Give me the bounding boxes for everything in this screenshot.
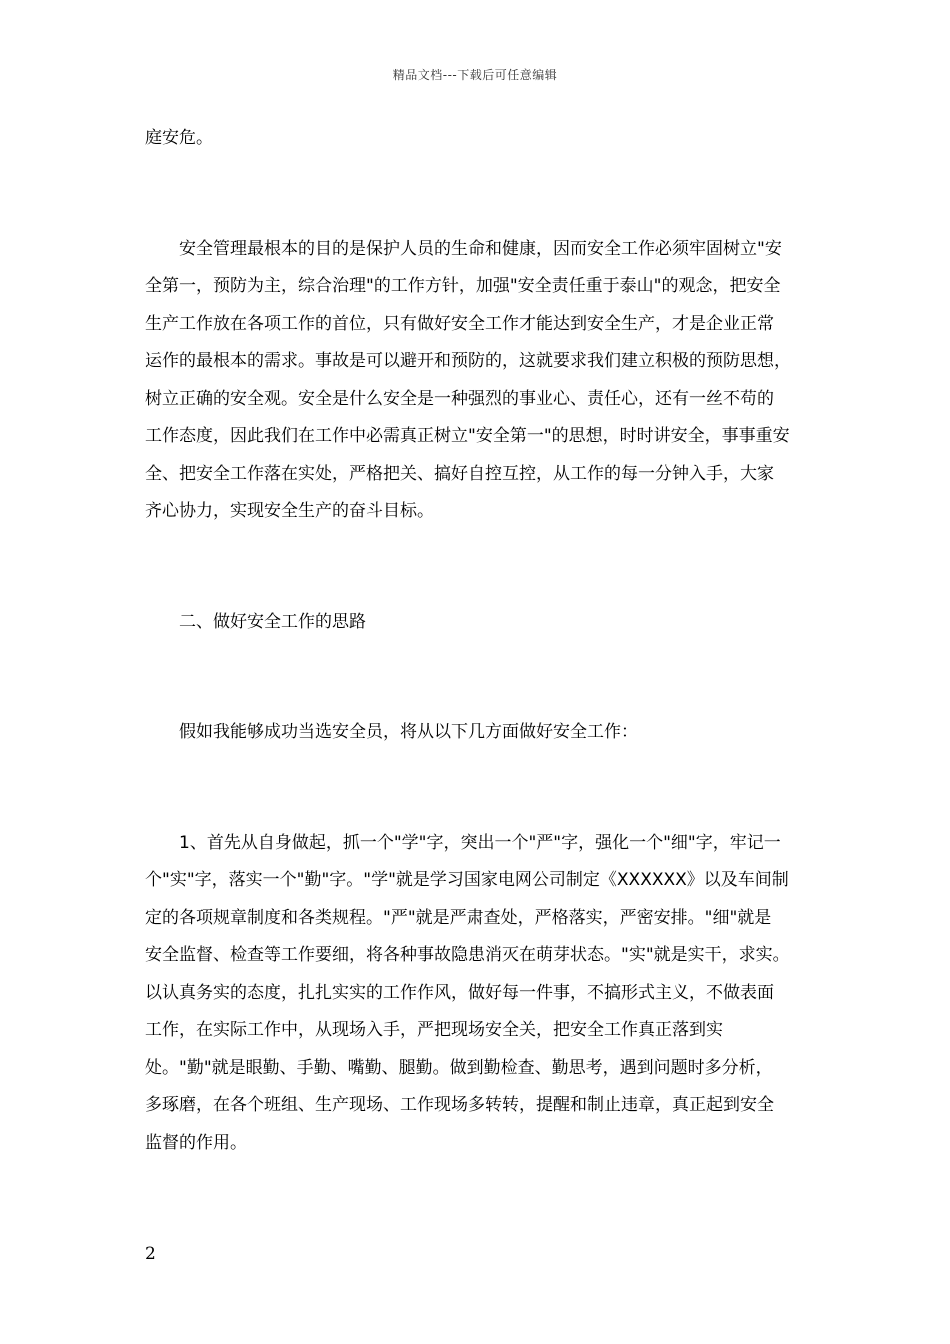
text-line: 工作，在实际工作中，从现场入手，严把现场安全关，把安全工作真正落到实 xyxy=(145,1020,723,1040)
text-line: 树立正确的安全观。安全是什么安全是一种强烈的事业心、责任心，还有一丝不苟的 xyxy=(145,388,774,409)
text-line: 全第一，预防为主，综合治理"的工作方针，加强"安全责任重于泰山"的观念，把安全 xyxy=(145,276,781,296)
paragraph-item-1 xyxy=(145,825,805,1163)
heading-text: 二、做好安全工作的思路 xyxy=(179,611,366,632)
text-line: 以认真务实的态度，扎扎实实的工作作风，做好每一件事，不搞形式主义，不做表面 xyxy=(145,982,774,1003)
text-line: 安全管理最根本的目的是保护人员的生命和健康，因而安全工作必须牢固树立"安 xyxy=(179,238,782,259)
text-line: 多琢磨，在各个班组、生产现场、工作现场多转转，提醒和制止违章，真正起到安全 xyxy=(145,1095,774,1115)
text-line: 工作态度，因此我们在工作中必需真正树立"安全第一"的思想，时时讲安全，事事重安 xyxy=(145,426,790,446)
text-line: 处。"勤"就是眼勤、手勤、嘴勤、腿勤。做到勤检查、勤思考，遇到问题时多分析， xyxy=(145,1057,773,1078)
page-header: 精品文档---下载后可任意编辑 xyxy=(392,68,558,82)
text-line: 定的各项规章制度和各类规程。"严"就是严肃查处，严格落实，严密安排。"细"就是 xyxy=(145,907,772,928)
document-body xyxy=(145,120,805,1162)
text-line: 安全监督、检查等工作要细，将各种事故隐患消灭在萌芽状态。"实"就是实干，求实。 xyxy=(145,945,790,965)
section-heading xyxy=(145,604,805,642)
text-line: 假如我能够成功当选安全员，将从以下几方面做好安全工作： xyxy=(179,722,638,742)
text-line: 齐心协力，实现安全生产的奋斗目标。 xyxy=(145,501,434,521)
paragraph-intro xyxy=(145,714,805,752)
text-line: 庭安危。 xyxy=(145,128,213,148)
text-line: 运作的最根本的需求。事故是可以避开和预防的，这就要求我们建立积极的预防思想， xyxy=(145,351,791,371)
text-line: 生产工作放在各项工作的首位，只有做好安全工作才能达到安全生产，才是企业正常 xyxy=(145,313,774,334)
paragraph-continuation xyxy=(145,120,805,158)
text-line: 个"实"字，落实一个"勤"字。"学"就是学习国家电网公司制定《XXXXXX》以及车间制 xyxy=(145,870,789,890)
paragraph-safety-management xyxy=(145,231,805,531)
page-number: 2 xyxy=(145,1244,156,1264)
text-line: 监督的作用。 xyxy=(145,1132,247,1153)
text-line: 1、首先从自身做起，抓一个"学"字，突出一个"严"字，强化一个"细"字，牢记一 xyxy=(179,832,781,853)
text-line: 全、把安全工作落在实处，严格把关、搞好自控互控，从工作的每一分钟入手，大家 xyxy=(145,463,774,484)
